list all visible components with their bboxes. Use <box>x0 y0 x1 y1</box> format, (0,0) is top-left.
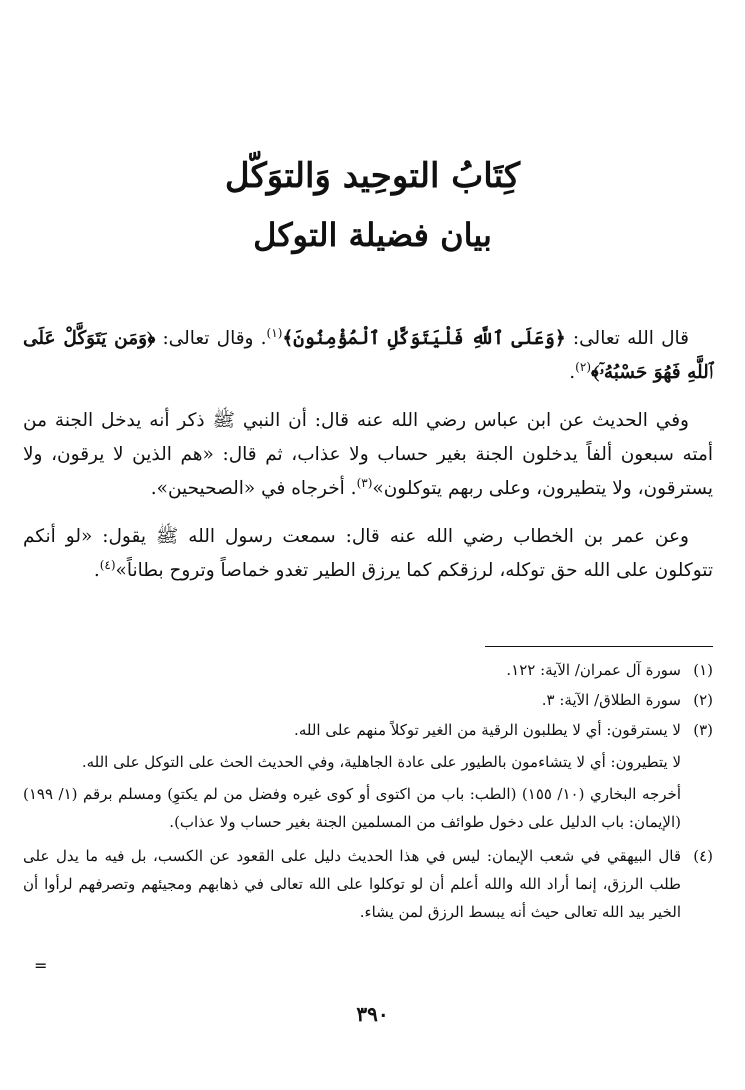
footnote-3 <box>23 716 713 840</box>
paragraph-hadith-ibn-abbas <box>23 404 713 506</box>
paragraph-quran-verses <box>23 322 713 390</box>
footnote-text: قال البيهقي في شعب الإيمان: ليس في هذا الحديث دليل على القعود عن الكسب، بل فيه ما يدل على طلب الرزق، إنما أراد الله والله أعلم أن لو توكلوا على الله تعالى في ذهابهم ومجيئهم وتصرفهم لرأوا أن الخير بيد الله تعالى حيث أنه يبسط الرزق لمن يشاء. <box>23 847 681 921</box>
footnote-number: (٢) <box>693 691 713 709</box>
page-number: ٣٩٠ <box>356 1002 389 1026</box>
footnote-text: سورة الطلاق/ الآية: ٣. <box>541 691 681 709</box>
paragraph-text: وفي الحديث عن ابن عباس رضي الله عنه قال: أن النبي ﷺ ذكر أنه يدخل الجنة من أمته سبعون ألفاً يدخلون الجنة بغير حساب ولا عذاب، ثم قال: «هم الذين لا يرقون، ولا يسترقون، ولا يتطيرون، وعلى ربهم يتوكلون» <box>23 410 713 499</box>
paragraph-text: . أخرجاه في «الصحيحين». <box>150 478 357 499</box>
footnote-2 <box>23 686 713 714</box>
footnote-number: (١) <box>693 661 713 679</box>
book-title: كِتَابُ التوحِيد وَالتوَكّل <box>224 156 521 196</box>
paragraph-text: . وقال تعالى: <box>155 328 267 349</box>
footnotes <box>23 656 713 928</box>
footnote-4 <box>23 842 713 926</box>
quran-verse: ﴿وَعَلَى ٱللَّهِ فَلْيَتَوَكَّلِ ٱلْمُؤْمِنُونَ﴾ <box>282 328 566 349</box>
main-text <box>23 322 713 602</box>
section-title: بيان فضيلة التوكل <box>253 216 492 254</box>
footnote-number: (٣) <box>693 721 713 739</box>
footnote-divider <box>485 646 713 647</box>
footnote-text: لا يتطيرون: أي لا يتشاءمون بالطيور على عادة الجاهلية، وفي الحديث الحث على التوكل على الله. <box>81 753 681 771</box>
paragraph-text: . <box>569 362 576 383</box>
footnote-text: سورة آل عمران/ الآية: ١٢٢. <box>506 661 681 679</box>
paragraph-text: وعن عمر بن الخطاب رضي الله عنه قال: سمعت رسول الله ﷺ يقول: «لو أنكم تتوكلون على الله حق توكله، لرزقكم كما يرزق الطير تغدو خماصاً وتروح بطاناً» <box>23 526 713 581</box>
footnote-ref: (٣) <box>356 475 373 490</box>
margin-mark: = <box>34 956 48 975</box>
paragraph-hadith-umar <box>23 520 713 588</box>
footnote-body <box>23 716 681 840</box>
footnote-text: لا يسترقون: أي لا يطلبون الرقية من الغير توكلاً منهم على الله. <box>294 721 681 739</box>
paragraph-text: . <box>93 560 100 581</box>
footnote-1 <box>23 656 713 684</box>
footnote-ref: (٤) <box>99 557 116 572</box>
footnote-ref: (١) <box>266 325 283 340</box>
title-block <box>0 148 745 262</box>
paragraph-text: قال الله تعالى: <box>565 328 689 349</box>
quran-verse: ﴿وَمَن يَتَوَكَّلْ عَلَى ٱللَّهِ فَهُوَ حَسْبُهُۥٓ﴾ <box>23 328 713 383</box>
footnote-ref: (٢) <box>575 359 591 374</box>
footnote-number: (٤) <box>693 847 713 865</box>
footnote-text: أخرجه البخاري (١٠/ ١٥٥) (الطب: باب من اكتوى أو كوى غيره وفضل من لم يكتوِ) ومسلم برقم (١/ ١٩٩) (الإيمان: باب الدليل على دخول طوائف من المسلمين الجنة بغير حساب ولا عذاب). <box>23 785 682 831</box>
